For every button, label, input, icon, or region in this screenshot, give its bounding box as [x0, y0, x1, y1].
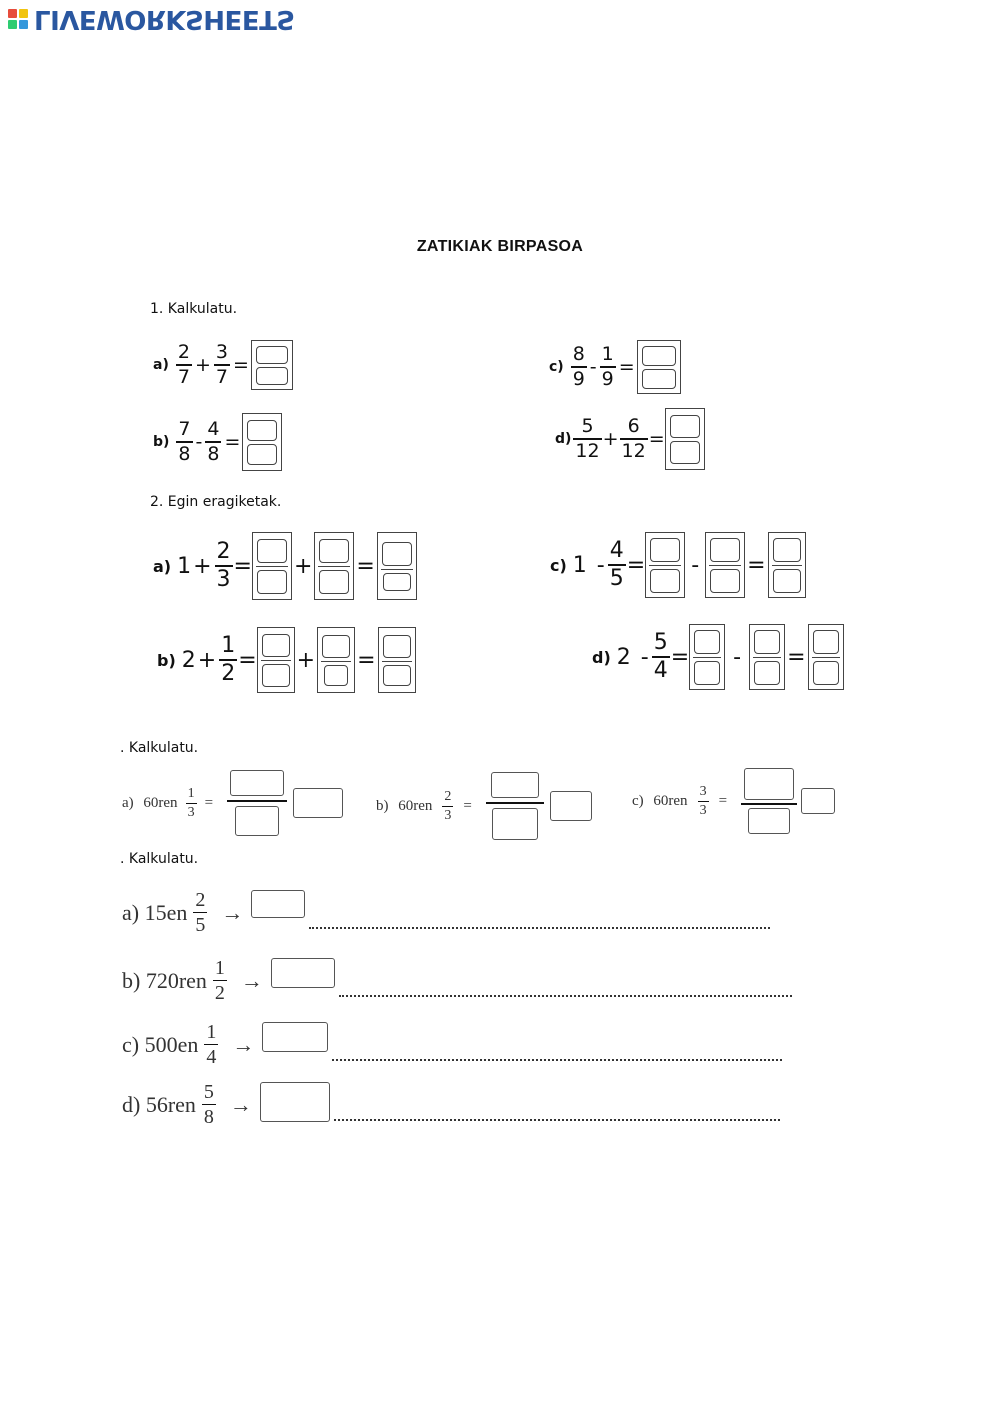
fraction: $\frac{8}{9}$ — [572, 343, 585, 390]
denominator-input[interactable] — [710, 569, 740, 593]
fraction: $\frac{2}{7}$ — [177, 341, 190, 388]
fraction: $\frac{1}{3}$ — [187, 785, 195, 820]
equals: = — [356, 553, 375, 579]
s1-item-c — [549, 340, 681, 394]
equals: = — [670, 644, 690, 670]
denominator-input[interactable] — [642, 369, 676, 389]
denominator-input[interactable] — [383, 573, 411, 591]
s3-item-a — [122, 770, 343, 836]
s2-item-d — [592, 624, 844, 690]
s4-item-a — [122, 890, 770, 935]
operator: - — [733, 644, 742, 670]
numerator-input[interactable] — [670, 415, 700, 438]
numerator-input[interactable] — [650, 538, 680, 562]
answer-fraction-box — [378, 627, 416, 693]
equals: = — [238, 647, 257, 673]
answer-fraction-box — [314, 532, 354, 600]
section3-heading: . Kalkulatu. — [120, 740, 199, 756]
fraction: $\frac{4}{5}$ — [609, 538, 624, 591]
s2-item-a — [153, 532, 417, 600]
numerator-input[interactable] — [710, 538, 740, 562]
denominator-input[interactable] — [383, 665, 411, 686]
denominator-input[interactable] — [319, 570, 349, 594]
item-label: a) — [122, 794, 134, 811]
denominator-input[interactable] — [813, 661, 839, 685]
answer-fraction-box — [252, 532, 292, 600]
fraction: $\frac{2}{3}$ — [444, 788, 452, 823]
equals: = — [204, 794, 214, 811]
fraction: $\frac{4}{8}$ — [207, 418, 220, 465]
denominator-input[interactable] — [257, 570, 287, 594]
equals: = — [232, 354, 249, 376]
denominator-input[interactable] — [670, 441, 700, 464]
equals: = — [224, 431, 241, 453]
fraction: $\frac{6}{12}$ — [621, 415, 646, 462]
s3-item-b — [376, 772, 592, 840]
item-text: 56ren — [145, 1091, 196, 1117]
item-label: b) — [122, 967, 141, 993]
answer-fraction-box — [808, 624, 844, 690]
whole-number: 2 — [181, 647, 196, 673]
equals: = — [618, 356, 635, 378]
s4-item-c — [122, 1022, 782, 1067]
numerator-input[interactable] — [247, 420, 277, 441]
answer-fraction-box — [705, 532, 745, 598]
answer-fraction-box — [251, 340, 293, 390]
item-text: 500en — [144, 1031, 199, 1057]
equals: = — [648, 428, 665, 450]
fraction: $\frac{7}{8}$ — [178, 418, 191, 465]
item-text: 60ren — [398, 797, 433, 814]
fraction: $\frac{5}{12}$ — [575, 415, 600, 462]
equals: = — [463, 797, 472, 814]
denominator-input[interactable] — [754, 661, 780, 685]
operator: - — [195, 431, 203, 453]
answer-fraction-box — [768, 532, 806, 598]
equals: = — [787, 644, 806, 670]
item-label: d) — [592, 647, 611, 667]
item-text: 60ren — [143, 794, 178, 811]
equals: = — [233, 553, 252, 579]
arrow-icon: → — [229, 1091, 252, 1117]
item-label: d) — [555, 431, 572, 447]
section4-heading: . Kalkulatu. — [120, 851, 199, 867]
whole-number: 2 — [616, 644, 631, 670]
whole-number: 1 — [572, 552, 587, 578]
denominator-input[interactable] — [773, 569, 801, 593]
answer-input[interactable] — [260, 1082, 330, 1122]
result-input[interactable] — [293, 788, 343, 818]
item-text: 60ren — [653, 792, 688, 809]
numerator-input[interactable] — [383, 635, 411, 658]
answer-fraction-box — [645, 532, 685, 598]
fraction: $\frac{2}{5}$ — [195, 889, 206, 936]
answer-fraction-box — [317, 627, 355, 693]
denominator-input[interactable] — [235, 806, 279, 836]
s2-item-c — [550, 532, 806, 598]
s4-item-b — [122, 958, 792, 1003]
denominator-input[interactable] — [650, 569, 680, 593]
s2-item-b — [157, 627, 416, 693]
equals: = — [718, 792, 728, 809]
operator: + — [602, 428, 619, 450]
numerator-input[interactable] — [694, 630, 720, 654]
numerator-input[interactable] — [491, 772, 539, 798]
denominator-input[interactable] — [492, 808, 538, 840]
denominator-input[interactable] — [256, 367, 288, 385]
fraction: $\frac{1}{9}$ — [601, 343, 614, 390]
dotted-answer-line — [334, 1119, 780, 1121]
logo-blocks-icon — [8, 9, 28, 29]
answer-fraction-box — [242, 413, 282, 471]
numerator-input[interactable] — [262, 634, 290, 657]
fraction: $\frac{3}{3}$ — [699, 783, 707, 818]
fraction: $\frac{2}{3}$ — [216, 539, 231, 592]
item-label: d) — [122, 1091, 141, 1117]
answer-fraction-box — [377, 532, 417, 600]
answer-fraction-box — [749, 624, 785, 690]
dotted-answer-line — [309, 927, 770, 929]
denominator-input[interactable] — [748, 808, 790, 834]
arrow-icon: → — [221, 899, 244, 925]
item-label: a) — [153, 357, 169, 373]
arrow-icon: → — [240, 967, 263, 993]
answer-fraction — [227, 770, 287, 836]
operator: - — [640, 644, 649, 670]
answer-fraction — [486, 772, 544, 840]
operator: + — [293, 553, 313, 579]
dotted-answer-line — [332, 1059, 782, 1061]
item-label: c) — [632, 792, 644, 809]
operator: + — [296, 647, 316, 673]
numerator-input[interactable] — [319, 539, 349, 563]
answer-fraction — [741, 768, 797, 834]
item-label: b) — [153, 434, 170, 450]
numerator-input[interactable] — [754, 630, 780, 654]
equals: = — [357, 647, 376, 673]
numerator-input[interactable] — [642, 346, 676, 366]
item-text: 15en — [144, 899, 188, 925]
answer-fraction-box — [637, 340, 681, 394]
dotted-answer-line — [339, 995, 792, 997]
item-label: b) — [376, 797, 389, 814]
numerator-input[interactable] — [257, 539, 287, 563]
numerator-input[interactable] — [813, 630, 839, 654]
operator: - — [589, 356, 597, 378]
operator: + — [194, 354, 211, 376]
answer-fraction-box — [665, 408, 705, 470]
equals: = — [626, 552, 646, 578]
result-input[interactable] — [550, 791, 592, 821]
logo-text: LIVEWORKSHEETS — [34, 4, 295, 34]
s1-item-a — [153, 340, 293, 390]
answer-fraction-box — [689, 624, 725, 690]
fraction: $\frac{3}{7}$ — [215, 341, 228, 388]
numerator-input[interactable] — [322, 635, 350, 658]
s1-item-d — [555, 408, 705, 470]
numerator-input[interactable] — [230, 770, 284, 796]
item-label: a) — [153, 556, 172, 576]
answer-fraction-box — [257, 627, 295, 693]
whole-number: 1 — [177, 553, 192, 579]
answer-input[interactable] — [271, 958, 335, 988]
liveworksheets-logo — [8, 6, 295, 32]
answer-input[interactable] — [262, 1022, 328, 1052]
s4-item-d — [122, 1082, 780, 1127]
answer-input[interactable] — [251, 890, 305, 918]
fraction: $\frac{5}{4}$ — [653, 630, 668, 683]
numerator-input[interactable] — [773, 538, 801, 562]
item-label: c) — [122, 1031, 140, 1057]
operator: + — [193, 553, 212, 579]
item-label: c) — [549, 359, 564, 375]
item-text: 720ren — [145, 967, 207, 993]
equals: = — [747, 552, 766, 578]
operator: - — [691, 552, 700, 578]
fraction: $\frac{1}{2}$ — [221, 633, 236, 686]
section1-heading: 1. Kalkulatu. — [150, 301, 238, 317]
denominator-input[interactable] — [694, 661, 720, 685]
result-input[interactable] — [801, 788, 835, 814]
operator: + — [197, 647, 217, 673]
operator: - — [596, 552, 605, 578]
s3-item-c — [632, 768, 835, 834]
item-label: a) — [122, 899, 140, 925]
s1-item-b — [153, 413, 282, 471]
fraction: $\frac{5}{8}$ — [203, 1081, 214, 1128]
numerator-input[interactable] — [382, 542, 412, 566]
numerator-input[interactable] — [744, 768, 794, 800]
section2-heading: 2. Egin eragiketak. — [150, 494, 282, 510]
denominator-input[interactable] — [247, 444, 277, 465]
numerator-input[interactable] — [256, 346, 288, 364]
denominator-input[interactable] — [262, 664, 290, 687]
fraction: $\frac{1}{4}$ — [206, 1021, 217, 1068]
arrow-icon: → — [232, 1031, 255, 1057]
item-label: c) — [550, 555, 567, 575]
fraction: $\frac{1}{2}$ — [214, 957, 225, 1004]
denominator-input[interactable] — [324, 665, 348, 686]
page-title: ZATIKIAK BIRPASOA — [416, 238, 584, 255]
item-label: b) — [157, 650, 176, 670]
